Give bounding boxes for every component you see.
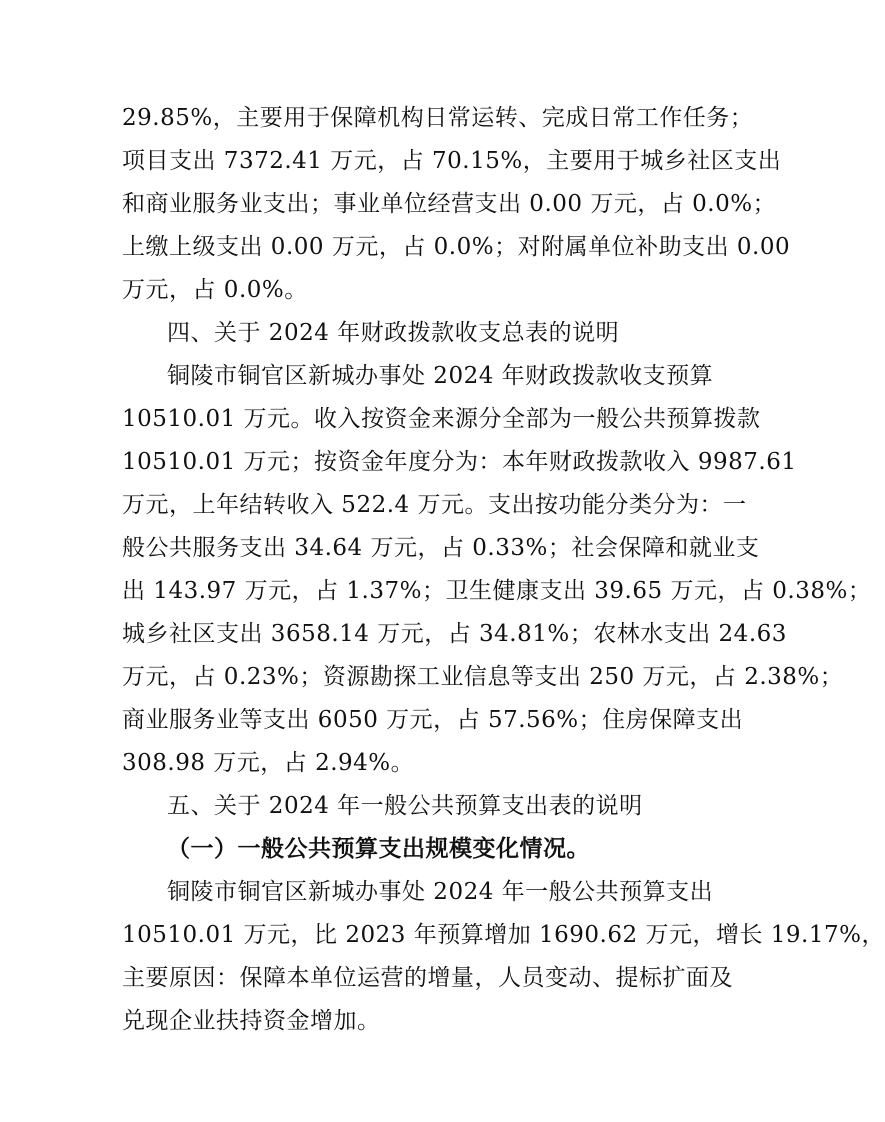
paragraph-line: 万元，占 0.0%。 <box>122 277 308 303</box>
paragraph-line: 29.85%，主要用于保障机构日常运转、完成日常工作任务； <box>122 105 754 131</box>
paragraph-line: 商业服务业等支出 6050 万元，占 57.56%；住房保障支出 <box>122 707 744 733</box>
section-heading: 四、关于 2024 年财政拨款收支总表的说明 <box>167 320 620 346</box>
paragraph-line: 10510.01 万元；按资金年度分为：本年财政拨款收入 9987.61 <box>122 449 797 475</box>
paragraph-line: 城乡社区支出 3658.14 万元，占 34.81%；农林水支出 24.63 <box>122 621 787 647</box>
paragraph-line: 和商业服务业支出；事业单位经营支出 0.00 万元，占 0.0%； <box>122 191 777 217</box>
subsection-heading: （一）一般公共预算支出规模变化情况。 <box>167 835 590 862</box>
paragraph-line: 铜陵市铜官区新城办事处 2024 年财政拨款收支预算 <box>167 363 714 389</box>
paragraph-line: 出 143.97 万元，占 1.37%；卫生健康支出 39.65 万元，占 0.38%； <box>122 578 872 604</box>
paragraph-line: 万元，占 0.23%；资源勘探工业信息等支出 250 万元，占 2.38%； <box>122 664 844 690</box>
paragraph-line: 铜陵市铜官区新城办事处 2024 年一般公共预算支出 <box>167 879 714 905</box>
section-heading: 五、关于 2024 年一般公共预算支出表的说明 <box>167 793 643 819</box>
paragraph-line: 上缴上级支出 0.00 万元，占 0.0%；对附属单位补助支出 0.00 <box>122 234 791 260</box>
paragraph-line: 主要原因：保障本单位运营的增量，人员变动、提标扩面及 <box>122 965 733 991</box>
paragraph-line: 10510.01 万元。收入按资金来源分全部为一般公共预算拨款 <box>122 406 761 432</box>
paragraph-line: 10510.01 万元，比 2023 年预算增加 1690.62 万元，增长 19.17%， <box>122 922 885 948</box>
paragraph-line: 万元，上年结转收入 522.4 万元。支出按功能分类分为：一 <box>122 492 747 518</box>
paragraph-line: 308.98 万元，占 2.94%。 <box>122 750 415 776</box>
paragraph-line: 项目支出 7372.41 万元，占 70.15%，主要用于城乡社区支出 <box>122 148 782 174</box>
paragraph-line: 般公共服务支出 34.64 万元，占 0.33%；社会保障和就业支 <box>122 535 760 561</box>
paragraph-line: 兑现企业扶持资金增加。 <box>122 1008 381 1034</box>
